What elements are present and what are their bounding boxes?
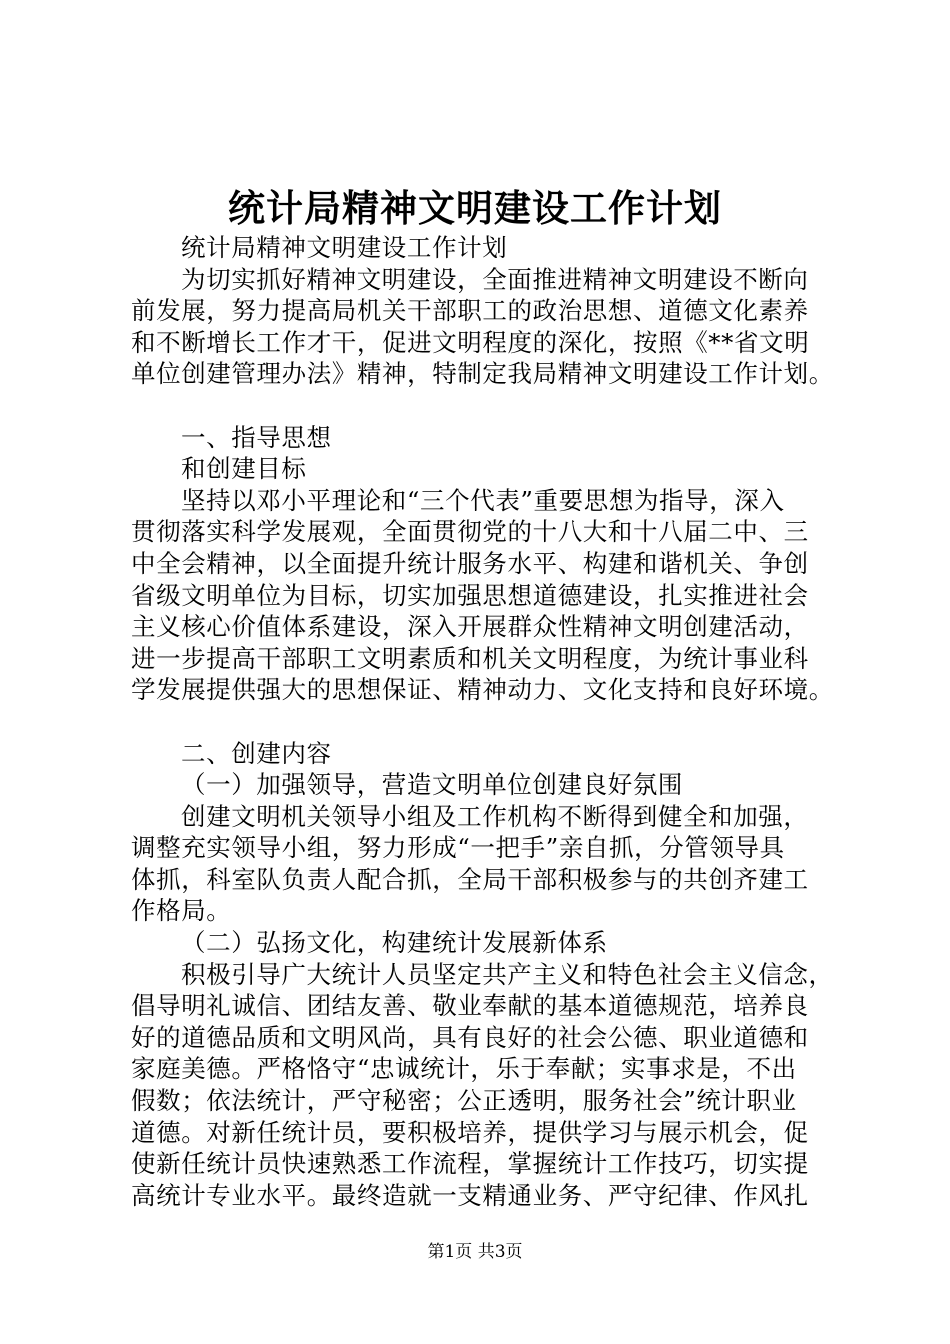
text-line: 中全会精神，以全面提升统计服务水平、构建和谐机关、争创 xyxy=(131,548,809,578)
text-line: 假数；依法统计，严守秘密；公正透明，服务社会”统计职业 xyxy=(131,1086,797,1116)
text-line: 家庭美德。严格恪守“忠诚统计，乐于奉献；实事求是，不出 xyxy=(131,1054,797,1084)
text-line: 调整充实领导小组，努力形成“一把手”亲自抓，分管领导具 xyxy=(131,833,785,863)
section1-paragraph xyxy=(131,485,851,706)
section2-sub1-heading: （一）加强领导，营造文明单位创建良好氛围 xyxy=(181,770,683,800)
section2-heading: 二、创建内容 xyxy=(181,738,332,768)
text-line: 贯彻落实科学发展观，全面贯彻党的十八大和十八届二中、三 xyxy=(131,517,809,547)
text-line: 使新任统计员快速熟悉工作流程，掌握统计工作技巧，切实提 xyxy=(131,1149,809,1179)
text-line: 体抓，科室队负责人配合抓，全局干部积极参与的共创齐建工 xyxy=(131,864,809,894)
text-line: 前发展，努力提高局机关干部职工的政治思想、道德文化素养 xyxy=(131,296,809,326)
section2-sub1-paragraph xyxy=(131,801,851,927)
text-line: 倡导明礼诚信、团结友善、敬业奉献的基本道德规范，培养良 xyxy=(131,991,809,1021)
text-line: 积极引导广大统计人员坚定共产主义和特色社会主义信念， xyxy=(181,959,834,989)
document-title: 统计局精神文明建设工作计划 xyxy=(228,186,722,230)
intro-paragraph xyxy=(131,264,851,390)
section1-heading: 一、指导思想 xyxy=(181,422,332,452)
text-line: 学发展提供强大的思想保证、精神动力、文化支持和良好环境。 xyxy=(131,675,834,705)
document-body xyxy=(131,232,851,1211)
text-line: 道德。对新任统计员，要积极培养，提供学习与展示机会，促 xyxy=(131,1117,809,1147)
section1-heading-cont: 和创建目标 xyxy=(181,454,307,484)
text-line: 好的道德品质和文明风尚，具有良好的社会公德、职业道德和 xyxy=(131,1022,809,1052)
text-line: 高统计专业水平。最终造就一支精通业务、严守纪律、作风扎 xyxy=(131,1180,809,1210)
subtitle-line: 统计局精神文明建设工作计划 xyxy=(181,233,508,262)
section2-sub2-heading: （二）弘扬文化，构建统计发展新体系 xyxy=(181,928,608,958)
text-line: 为切实抓好精神文明建设，全面推进精神文明建设不断向 xyxy=(181,264,809,294)
text-line: 作格局。 xyxy=(131,896,232,926)
text-line: 省级文明单位为目标，切实加强思想道德建设，扎实推进社会 xyxy=(131,580,809,610)
text-line: 主义核心价值体系建设，深入开展群众性精神文明创建活动， xyxy=(131,612,809,642)
text-line: 单位创建管理办法》精神，特制定我局精神文明建设工作计划。 xyxy=(131,359,834,389)
page-footer: 第1页 共3页 xyxy=(427,1242,523,1262)
paragraph-gap xyxy=(131,390,851,422)
paragraph-gap xyxy=(131,706,851,738)
text-line: 和不断增长工作才干，促进文明程度的深化，按照《**省文明 xyxy=(131,327,810,357)
text-line: 进一步提高干部职工文明素质和机关文明程度，为统计事业科 xyxy=(131,643,809,673)
section2-sub2-paragraph xyxy=(131,959,851,1212)
text-line: 创建文明机关领导小组及工作机构不断得到健全和加强， xyxy=(181,801,809,831)
text-line: 坚持以邓小平理论和“三个代表”重要思想为指导，深入 xyxy=(181,485,785,515)
